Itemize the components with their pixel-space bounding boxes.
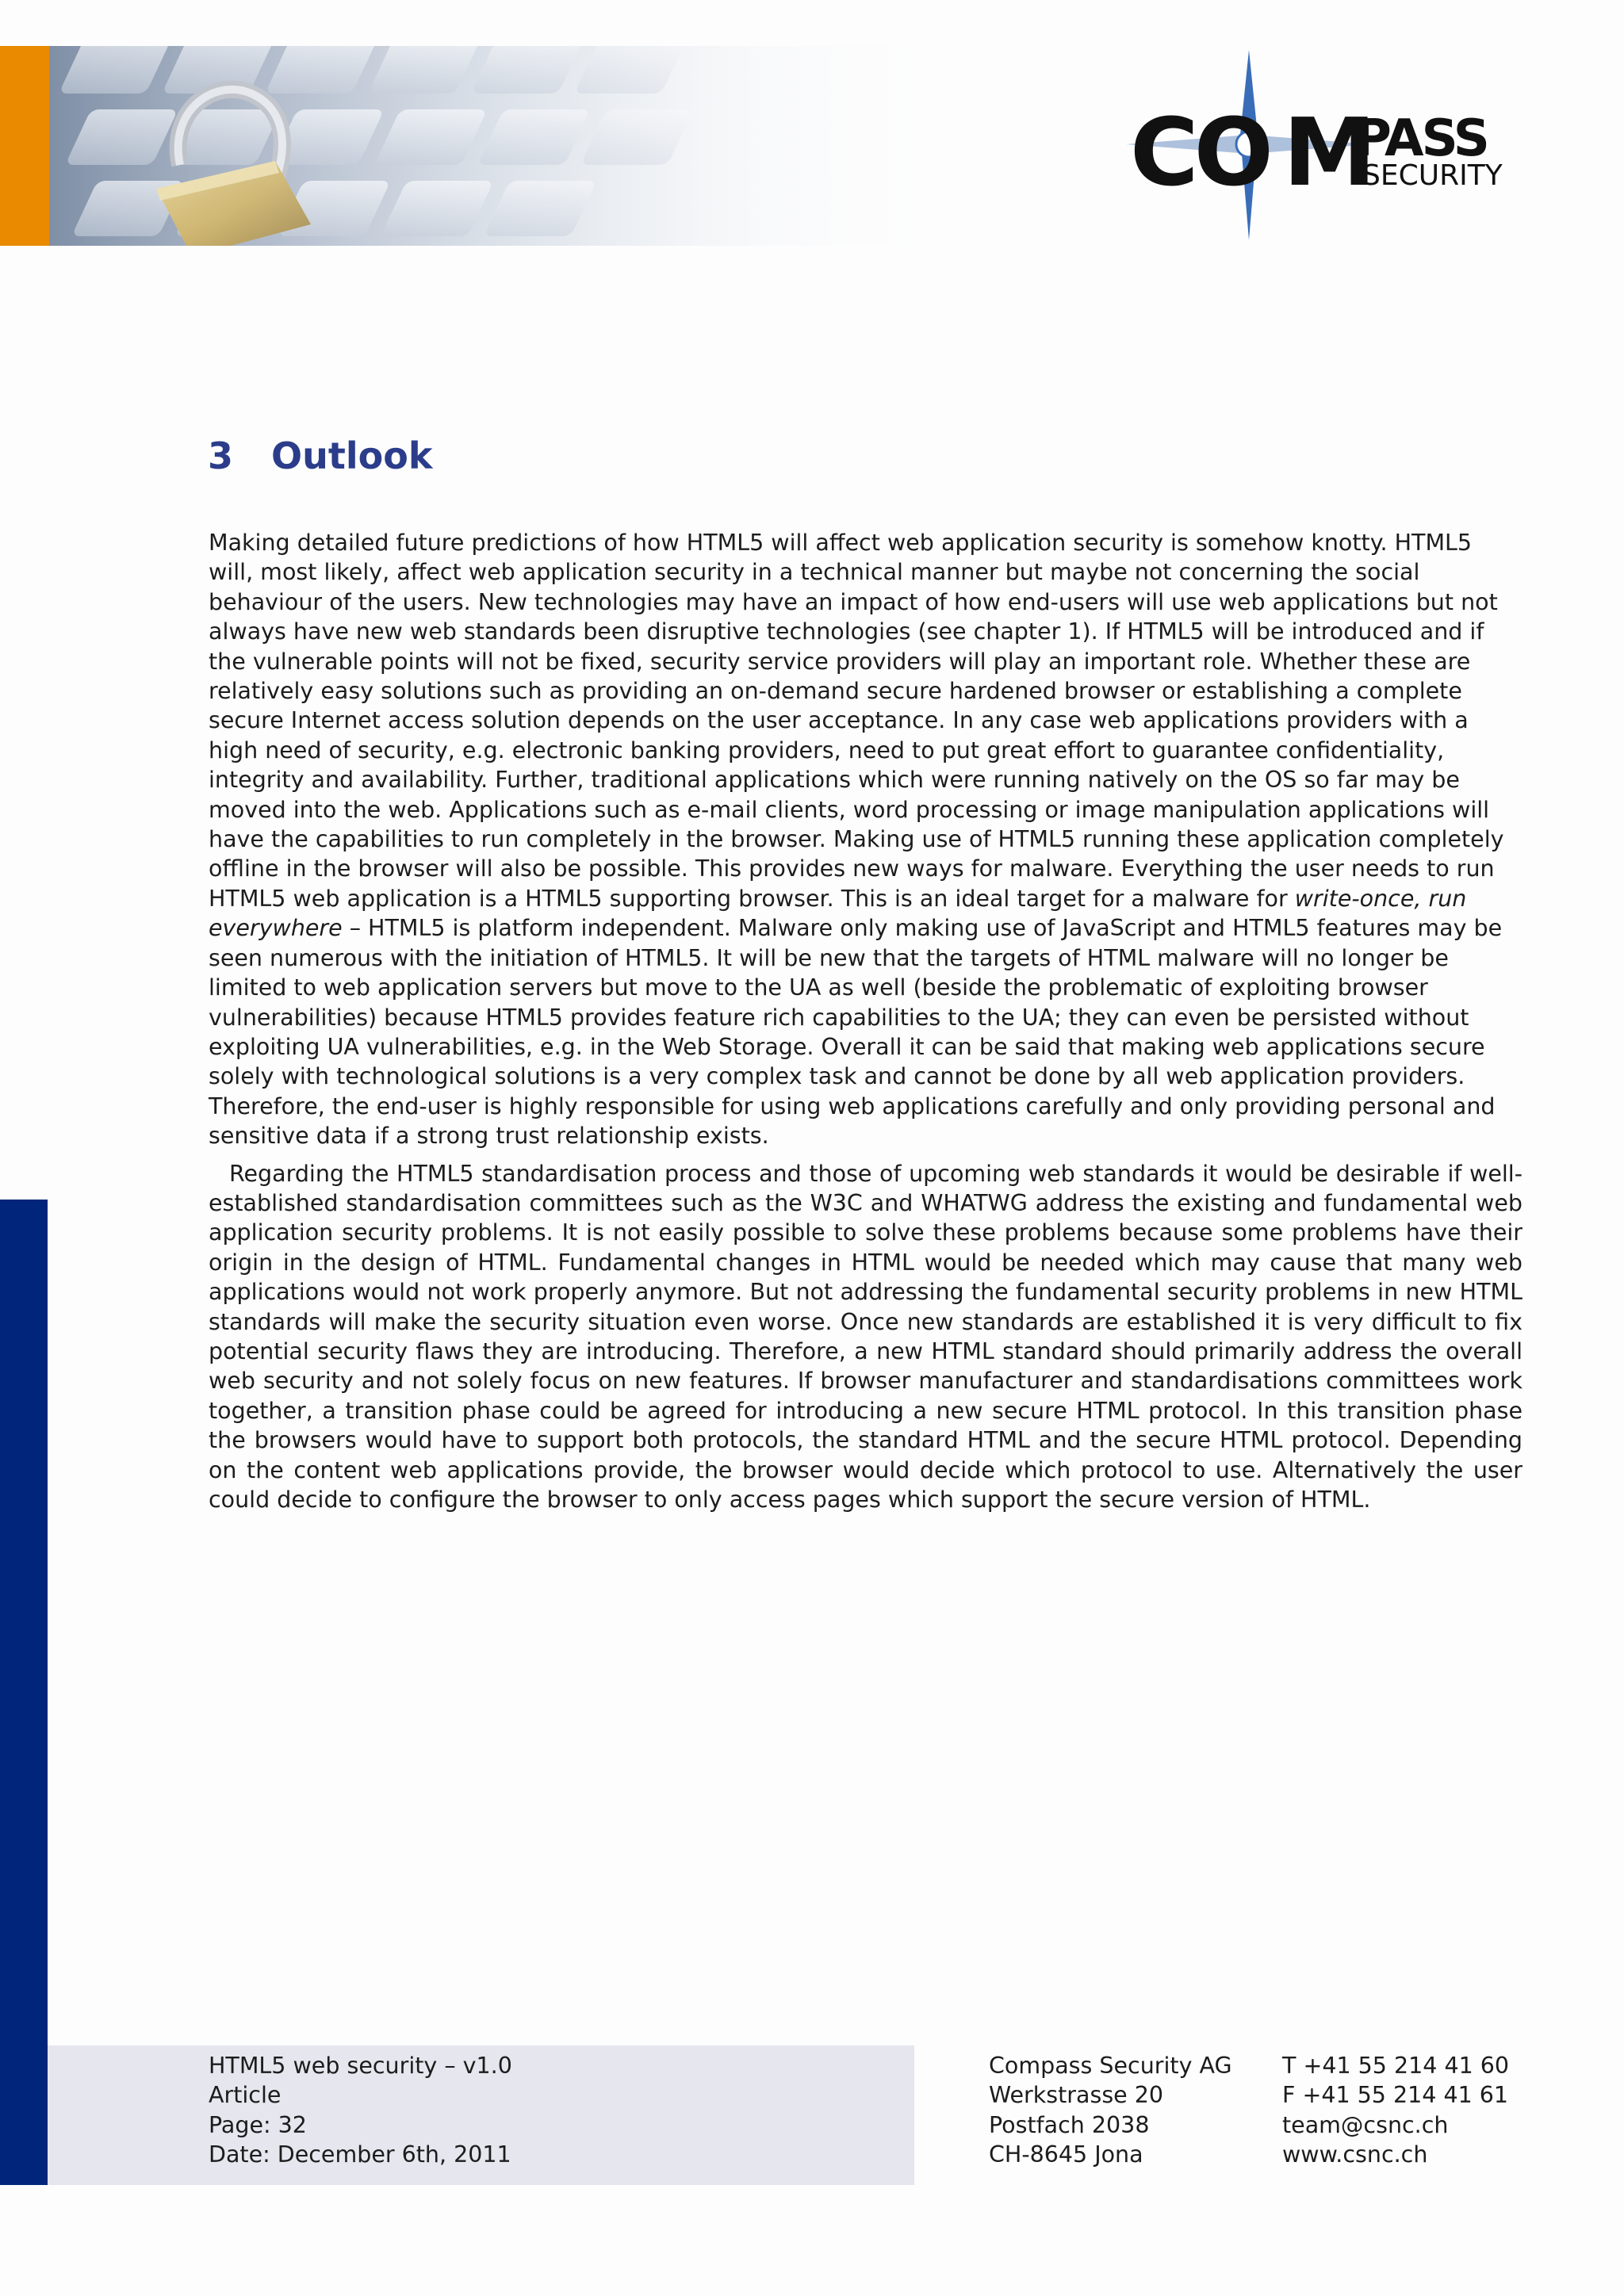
footer-contact xyxy=(1282,2051,1509,2170)
footer-doc-type: Article xyxy=(209,2082,282,2109)
article-body xyxy=(209,528,1522,1514)
footer-date: Date: December 6th, 2011 xyxy=(209,2141,511,2168)
paragraph-1: Making detailed future predictions of how HTML5 will affect web application security is somehow knotty. HTML5 will, most likely, affect web application security in a technical manner but maybe not concerning the social behaviour of the users. New technologies may have an impact of how end-users will use web applications but not always have new web standards been disruptive technologies (see chapter 1). If HTML5 will be introduced and if the vulnerable points will not be fixed, security service providers will play an important role. Whether these are relatively easy solutions such as providing an on-demand secure hardened browser or establishing a complete secure Internet access solution depends on the user acceptance. In any case web applications providers with a high need of security, e.g. electronic banking providers, need to put great effort to guarantee confidentiality, integrity and availability. Further, traditional applications which were running natively on the OS so far may be moved into the web. Applications such as e-mail clients, word processing or image manipulation applications will have the capabilities to run completely in the browser. Making use of HTML5 running these application completely offline in the browser will also be possible. This provides new ways for malware. Everything the user needs to run HTML5 web application is a HTML5 supporting browser. This is an ideal target for a malware for write-once, run everywhere – HTML5 is platform independent. Malware only making use of JavaScript and HTML5 features may be seen numerous with the initiation of HTML5. It will be new that the targets of HTML malware will no longer be limited to web application servers but move to the UA as well (beside the problematic of exploiting browser vulnerabilities) because HTML5 provides feature rich capabilities to the UA; they can even be persisted without exploiting UA vulnerabilities, e.g. in the Web Storage. Overall it can be said that making web applications secure solely with technological solutions is a very complex task and cannot be done by all web application providers. Therefore, the end-user is highly responsible for using web applications carefully and only providing personal and sensitive data if a strong trust relationship exists. xyxy=(209,530,1504,1150)
orange-accent-bar xyxy=(0,46,49,246)
padlock-keyboard-image xyxy=(49,46,1001,246)
footer-company: Compass Security AG xyxy=(989,2053,1232,2079)
svg-text:PASS: PASS xyxy=(1354,109,1488,168)
footer-web-link[interactable]: www.csnc.ch xyxy=(1282,2141,1428,2168)
footer-phone: T +41 55 214 41 60 xyxy=(1282,2053,1510,2079)
chapter-title: Outlook xyxy=(271,434,433,477)
footer-email-link[interactable]: team@csnc.ch xyxy=(1282,2111,1449,2138)
compass-security-logo xyxy=(1110,46,1554,246)
logo-text-main: CO xyxy=(1130,98,1269,207)
footer-postbox: Postfach 2038 xyxy=(989,2111,1150,2138)
logo-text-sub: SECURITY xyxy=(1362,159,1503,192)
footer-city: CH-8645 Jona xyxy=(989,2141,1143,2168)
paragraph-2: Regarding the HTML5 standardisation process and those of upcoming web standards it would be desirable if well-established standardisation committees such as the W3C and WHATWG address the existing and fundamental web application security problems. It is not easily possible to solve these problems because some problems have their origin in the design of HTML. Fundamental changes in HTML would be needed which may cause that many web applications would not work properly anymore. But not addressing the fundamental security problems in new HTML standards will make the security situation even worse. Once new standards are established it is very difficult to fix potential security flaws they are introducing. Therefore, a new HTML standard should primarily address the overall web security and not solely focus on new features. If browser manufacturer and standardisations committees work together, a transition phase could be agreed for introducing a new secure HTML protocol. In this transition phase the browsers would have to support both protocols, the standard HTML and the secure HTML protocol. Depending on the content web applications provide, the browser would decide which protocol to use. Alternatively the user could decide to configure the browser to only access pages which support the secure version of HTML. xyxy=(209,1160,1522,1513)
blue-side-bar xyxy=(0,1200,48,2185)
footer-doc-title: HTML5 web security – v1.0 xyxy=(209,2053,512,2079)
footer-document-info xyxy=(209,2051,512,2170)
footer-fax: F +41 55 214 41 61 xyxy=(1282,2082,1509,2109)
svg-text:M: M xyxy=(1283,98,1372,207)
emphasis-text: write-once, run everywhere xyxy=(209,885,1467,942)
chapter-number: 3 xyxy=(208,434,234,477)
footer-street: Werkstrasse 20 xyxy=(989,2082,1164,2109)
footer-address xyxy=(989,2051,1232,2170)
footer-page-number: Page: 32 xyxy=(209,2111,307,2138)
chapter-heading xyxy=(208,434,432,477)
